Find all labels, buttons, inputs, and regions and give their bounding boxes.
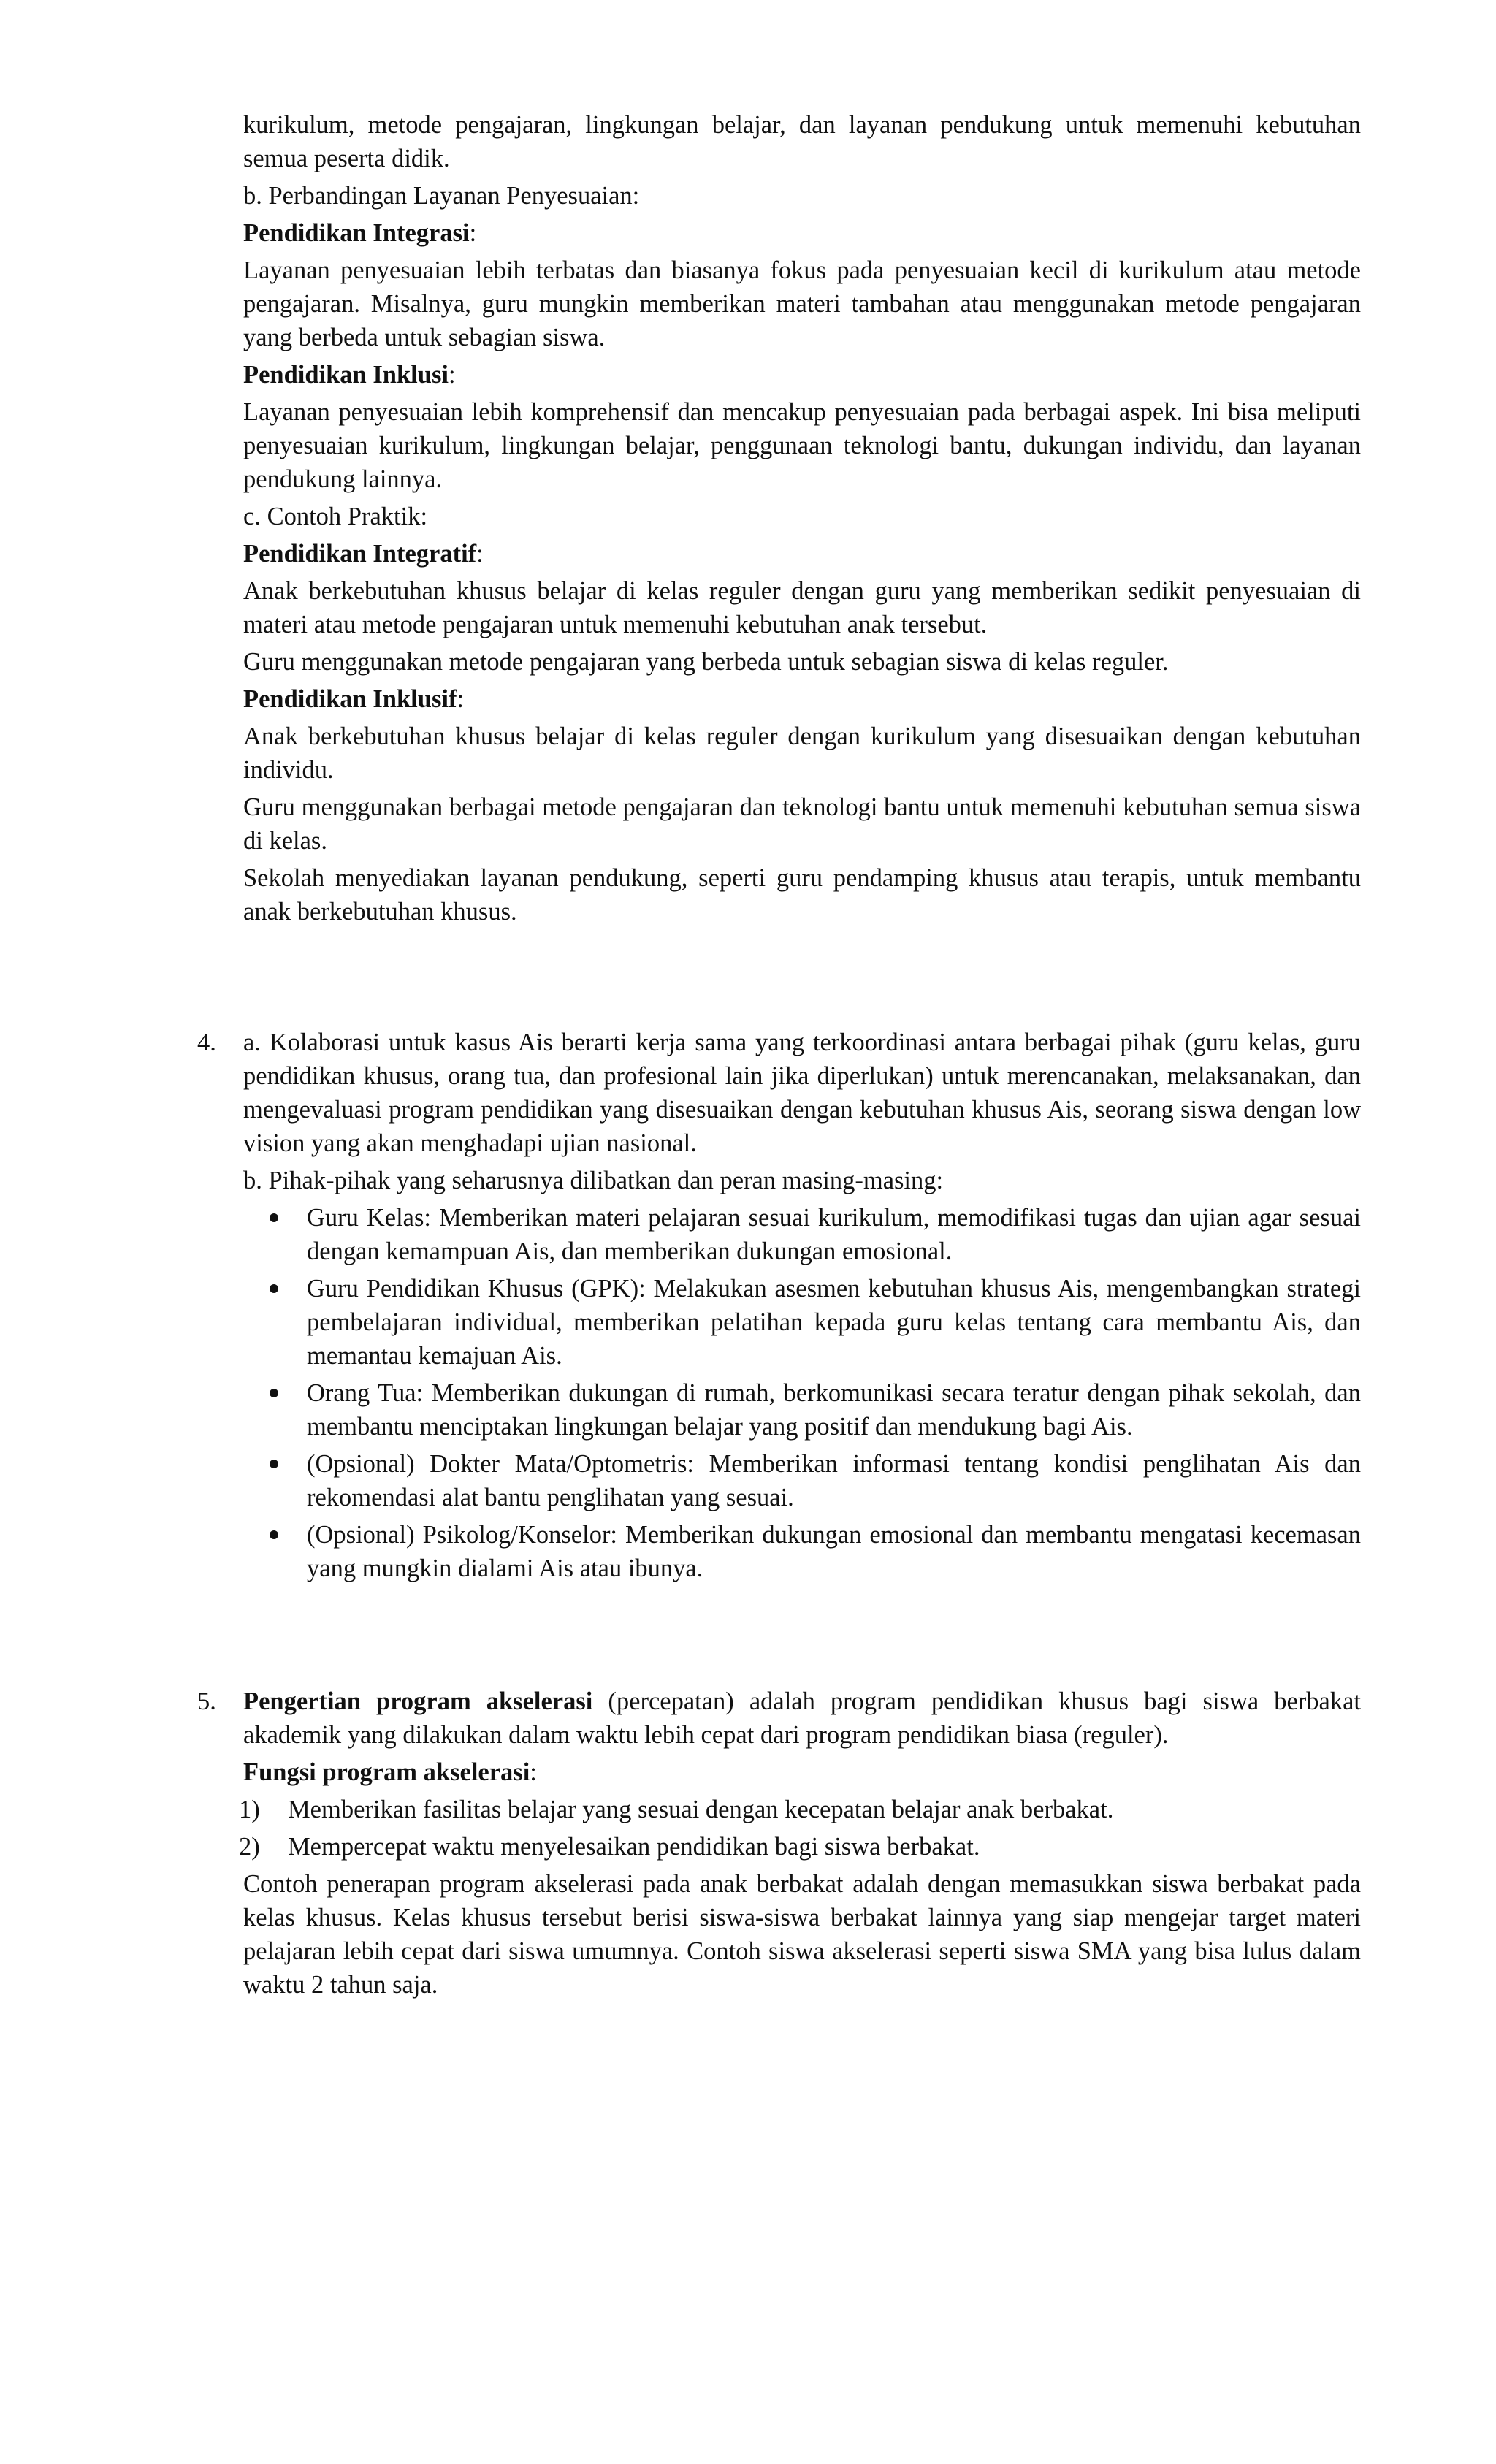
paragraph-inklusif-2: Guru menggunakan berbagai metode pengajaran dan teknologi bantu untuk memenuhi kebutuhan semua siswa di kelas. (243, 793, 1361, 855)
list-item (243, 1518, 1361, 1585)
colon: : (457, 685, 465, 713)
section-3-continuation (243, 108, 1361, 928)
heading-integrasi (243, 216, 1361, 250)
list-item-text: (Opsional) Psikolog/Konselor: Memberikan dukungan emosional dan membantu mengatasi kecemasan yang mungkin dialami Ais atau ibunya. (307, 1521, 1361, 1582)
list-item-text: Guru Pendidikan Khusus (GPK): Melakukan asesmen kebutuhan khusus Ais, mengembangkan strategi pembelajaran individual, memberikan pelatihan kepada guru kelas tentang cara membantu Ais, dan memantau kemajuan Ais. (307, 1275, 1361, 1370)
list-item (243, 1376, 1361, 1443)
list-item-text: (Opsional) Dokter Mata/Optometris: Memberikan informasi tentang kondisi penglihatan Ais dan rekomendasi alat bantu penglihatan yang sesuai. (307, 1450, 1361, 1511)
heading-inklusi (243, 358, 1361, 392)
list-item-text: Mempercepat waktu menyelesaikan pendidikan bagi siswa berbakat. (288, 1833, 980, 1861)
definition-term: Pengertian program akselerasi (243, 1687, 593, 1715)
list-item-text: Guru Kelas: Memberikan materi pelajaran sesuai kurikulum, memodifikasi tugas dan ujian agar sesuai dengan kemampuan Ais, dan memberikan dukungan emosional. (307, 1204, 1361, 1265)
paragraph-contoh: Contoh penerapan program akselerasi pada anak berbakat adalah dengan memasukkan siswa berbakat pada kelas khusus. Kelas khusus tersebut berisi siswa-siswa berbakat lainnya yang siap mengejar target materi pelajaran lebih cepat dari siswa umumnya. Contoh siswa akselerasi seperti siswa SMA yang bisa lulus dalam waktu 2 tahun saja. (243, 1870, 1361, 1999)
list-number-4: 4. (197, 1029, 216, 1056)
roles-list (243, 1201, 1361, 1585)
bullet-icon (270, 1389, 278, 1397)
paragraph-integratif-2: Guru menggunakan metode pengajaran yang berbeda untuk sebagian siswa di kelas reguler. (243, 648, 1169, 676)
list-item-text: Orang Tua: Memberikan dukungan di rumah, berkomunikasi secara teratur dengan pihak sekolah, dan membantu menciptakan lingkungan belajar yang positif dan mendukung bagi Ais. (307, 1379, 1361, 1441)
list-item (243, 1272, 1361, 1373)
heading-integrasi-label: Pendidikan Integrasi (243, 219, 470, 247)
colon: : (476, 540, 484, 568)
list-item-text: Memberikan fasilitas belajar yang sesuai dengan kecepatan belajar anak berbakat. (288, 1796, 1114, 1823)
paragraph-inklusi: Layanan penyesuaian lebih komprehensif dan mencakup penyesuaian pada berbagai aspek. Ini bisa meliputi penyesuaian kurikulum, lingkungan belajar, penggunaan teknologi bantu, dukungan individu, dan layanan pendukung lainnya. (243, 398, 1361, 493)
list-number-5: 5. (197, 1687, 216, 1715)
paragraph-integrasi: Layanan penyesuaian lebih terbatas dan biasanya fokus pada penyesuaian kecil di kurikulum atau metode pengajaran. Misalnya, guru mungkin memberikan materi tambahan atau menggunakan metode pengajaran yang berbeda untuk sebagian siswa. (243, 256, 1361, 351)
subheading-b: b. Perbandingan Layanan Penyesuaian: (243, 182, 640, 210)
colon: : (530, 1758, 537, 1786)
section-4 (243, 1026, 1361, 1585)
fungsi-list (239, 1793, 1356, 1864)
list-item (239, 1793, 1356, 1826)
section-5 (239, 1685, 1361, 2002)
bullet-icon (270, 1460, 278, 1468)
definition-text: (percepatan) adalah program pendidikan khusus bagi siswa berbakat akademik yang dilakukan dalam waktu lebih cepat dari program pendidikan biasa (reguler). (243, 1687, 1361, 1749)
list-item (243, 1201, 1361, 1268)
colon: : (448, 361, 456, 389)
heading-integratif-label: Pendidikan Integratif (243, 540, 477, 568)
list-item (239, 1830, 1356, 1864)
colon: : (469, 219, 477, 247)
heading-inklusif (243, 682, 1361, 716)
heading-fungsi (243, 1755, 1361, 1789)
list-marker: 1) (239, 1796, 260, 1823)
heading-inklusif-label: Pendidikan Inklusif (243, 685, 457, 713)
paragraph-inklusif-1: Anak berkebutuhan khusus belajar di kelas reguler dengan kurikulum yang disesuaikan dengan kebutuhan individu. (243, 722, 1361, 784)
list-item (243, 1447, 1361, 1514)
paragraph-4a: a. Kolaborasi untuk kasus Ais berarti kerja sama yang terkoordinasi antara berbagai pihak (guru kelas, guru pendidikan khusus, orang tua, dan profesional lain jika diperlukan) untuk merencanakan, melaksanakan, dan mengevaluasi program pendidikan yang disesuaikan dengan kebutuhan khusus Ais, seorang siswa dengan low vision yang akan menghadapi ujian nasional. (243, 1029, 1361, 1157)
paragraph-definition (243, 1685, 1361, 1752)
paragraph-inklusif-3: Sekolah menyediakan layanan pendukung, seperti guru pendamping khusus atau terapis, untuk membantu anak berkebutuhan khusus. (243, 864, 1361, 926)
heading-fungsi-label: Fungsi program akselerasi (243, 1758, 530, 1786)
bullet-icon (270, 1284, 278, 1293)
intro-continuation: kurikulum, metode pengajaran, lingkungan belajar, dan layanan pendukung untuk memenuhi kebutuhan semua peserta didik. (243, 111, 1361, 172)
list-marker: 2) (239, 1833, 260, 1861)
paragraph-integratif-1: Anak berkebutuhan khusus belajar di kelas reguler dengan guru yang memberikan sedikit penyesuaian di materi atau metode pengajaran untuk memenuhi kebutuhan anak tersebut. (243, 577, 1361, 638)
bullet-icon (270, 1530, 278, 1539)
paragraph-4b: b. Pihak-pihak yang seharusnya dilibatkan dan peran masing-masing: (243, 1167, 944, 1194)
heading-inklusi-label: Pendidikan Inklusi (243, 361, 449, 389)
bullet-icon (270, 1213, 278, 1222)
heading-integratif (243, 537, 1361, 571)
subheading-c: c. Contoh Praktik: (243, 503, 428, 530)
